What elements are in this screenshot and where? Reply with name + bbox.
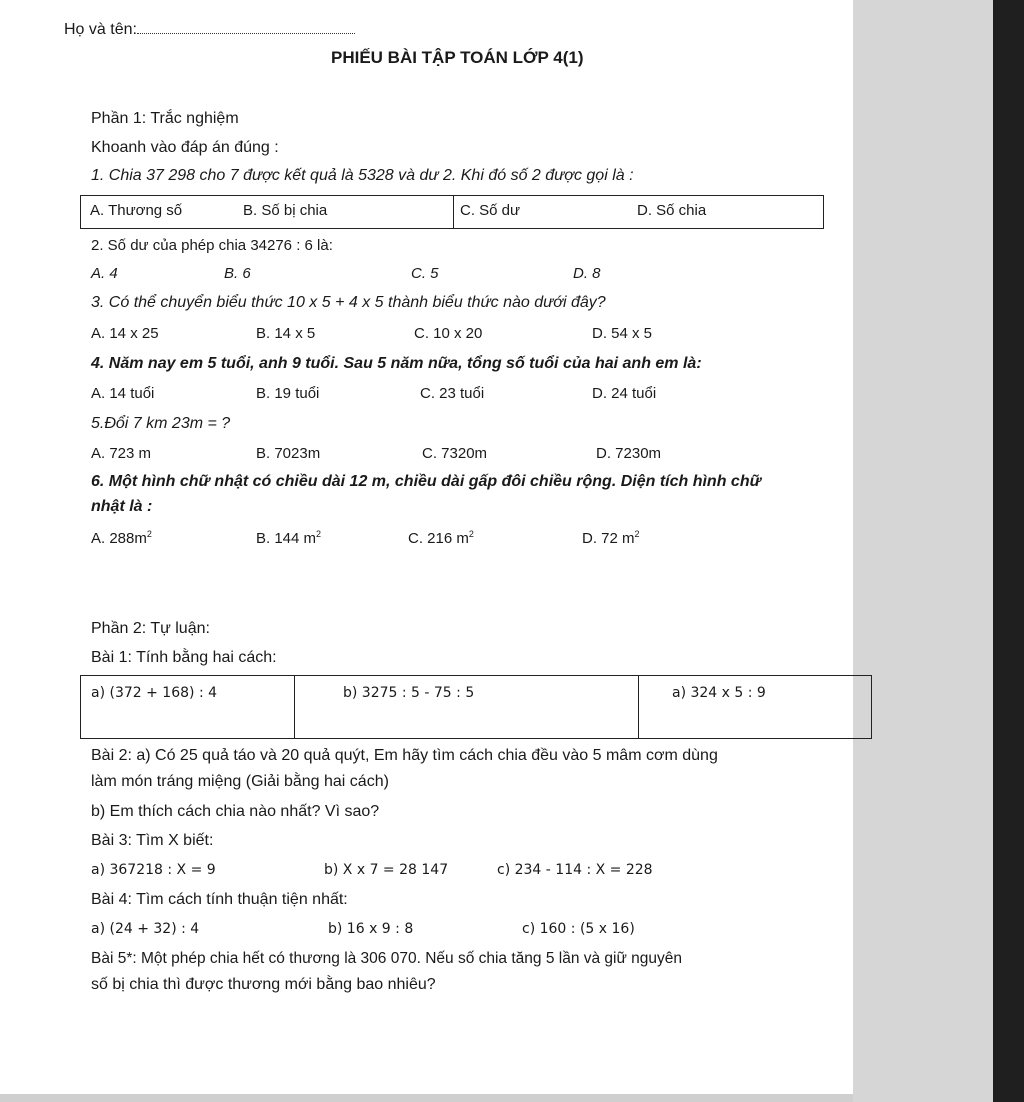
q6-option-a: A. $288m^2$ <box>91 529 152 547</box>
bai1-col-divider-1 <box>294 675 295 738</box>
bai3-title: Bài 3: Tìm X biết: <box>91 832 214 849</box>
viewer-margin <box>853 0 993 1102</box>
q6-option-c: C. 216 $m^2$ <box>408 529 474 547</box>
q5-text: 5.Đổi 7 km 23m = ? <box>91 415 231 432</box>
q1-option-b: B. Số bị chia <box>243 202 328 219</box>
bai2-line2: làm món tráng miệng (Giải bằng hai cách) <box>91 773 389 790</box>
q2-option-c: C. 5 <box>411 265 439 282</box>
q2-text: 2. Số dư của phép chia 34276 : 6 là: <box>91 237 333 254</box>
bai4-title: Bài 4: Tìm cách tính thuận tiện nhất: <box>91 891 348 908</box>
q3-option-a: A. 14 x 25 <box>91 325 159 342</box>
q2-option-d: D. 8 <box>573 265 601 282</box>
bai5-line2: số bị chia thì được thương mới bằng bao nhiêu? <box>91 976 436 993</box>
bai4-item-c: c) 160 : (5 x 16) <box>522 921 635 937</box>
q2-option-a: A. 4 <box>91 265 118 282</box>
part2-heading: Phần 2: Tự luận: <box>91 620 210 637</box>
bai4-item-b: b) 16 x 9 : 8 <box>328 921 414 937</box>
q6-option-d: D. 72 $m^2$ <box>582 529 640 547</box>
q4-option-d: D. 24 tuổi <box>592 385 657 402</box>
name-field <box>64 19 355 40</box>
q1-box-divider <box>453 195 454 228</box>
bai1-title: Bài 1: Tính bằng hai cách: <box>91 649 277 666</box>
name-label: Họ và tên: <box>64 21 137 38</box>
bai1-col-divider-2 <box>638 675 639 738</box>
q3-option-d: D. 54 x 5 <box>592 325 653 342</box>
q4-option-b: B. 19 tuổi <box>256 385 320 402</box>
q5-option-d: D. 7230m <box>596 445 662 462</box>
q4-option-a: A. 14 tuổi <box>91 385 155 402</box>
bai2-line3: b) Em thích cách chia nào nhất? Vì sao? <box>91 803 380 820</box>
bai4-item-a: a) (24 + 32) : 4 <box>91 921 200 937</box>
viewer-scrollbar-area <box>993 0 1024 1102</box>
q5-option-b: B. 7023m <box>256 445 321 462</box>
name-dotted-line <box>137 19 355 34</box>
part1-heading: Phần 1: Trắc nghiệm <box>91 110 239 127</box>
bai3-item-a: a) 367218 : X = 9 <box>91 862 216 878</box>
q6-text-line1: 6. Một hình chữ nhật có chiều dài 12 m, chiều dài gấp đôi chiều rộng. Diện tích hình chữ <box>91 473 762 490</box>
q1-option-c: C. Số dư <box>460 202 521 219</box>
bai1-cell-b: b) 3275 : 5 - 75 : 5 <box>343 685 475 701</box>
bai2-line1: Bài 2: a) Có 25 quả táo và 20 quả quýt, Em hãy tìm cách chia đều vào 5 mâm cơm dùng <box>91 747 718 764</box>
q1-options-box <box>80 195 824 229</box>
q5-option-c: C. 7320m <box>422 445 488 462</box>
q1-text: 1. Chia 37 298 cho 7 được kết quả là 5328 và dư 2. Khi đó số 2 được gọi là : <box>91 167 634 184</box>
q2-option-b: B. 6 <box>224 265 251 282</box>
bai1-cell-a: a) (372 + 168) : 4 <box>91 685 218 701</box>
bai3-item-b: b) X x 7 = 28 147 <box>324 862 449 878</box>
bai5-line1: Bài 5*: Một phép chia hết có thương là 306 070. Nếu số chia tăng 5 lần và giữ nguyên <box>91 950 683 967</box>
worksheet-title: PHIẾU BÀI TẬP TOÁN LỚP 4(1) <box>331 48 584 67</box>
bai3-item-c: c) 234 - 114 : X = 228 <box>497 862 653 878</box>
q1-option-d: D. Số chia <box>637 202 707 219</box>
q6-option-b: B. 144 $m^2$ <box>256 529 322 547</box>
q1-option-a: A. Thương số <box>90 202 183 219</box>
q3-option-c: C. 10 x 20 <box>414 325 483 342</box>
q5-option-a: A. 723 m <box>91 445 152 462</box>
q3-text: 3. Có thể chuyển biểu thức 10 x 5 + 4 x 5 thành biểu thức nào dưới đây? <box>91 294 606 311</box>
q6-text-line2: nhật là : <box>91 498 153 515</box>
q3-option-b: B. 14 x 5 <box>256 325 316 342</box>
q4-text: 4. Năm nay em 5 tuổi, anh 9 tuổi. Sau 5 năm nữa, tổng số tuổi của hai anh em là: <box>91 355 702 372</box>
bai1-cell-c: a) 324 x 5 : 9 <box>672 685 766 701</box>
q4-option-c: C. 23 tuổi <box>420 385 485 402</box>
page-bottom-edge <box>0 1094 853 1102</box>
part1-instruction: Khoanh vào đáp án đúng : <box>91 139 279 156</box>
